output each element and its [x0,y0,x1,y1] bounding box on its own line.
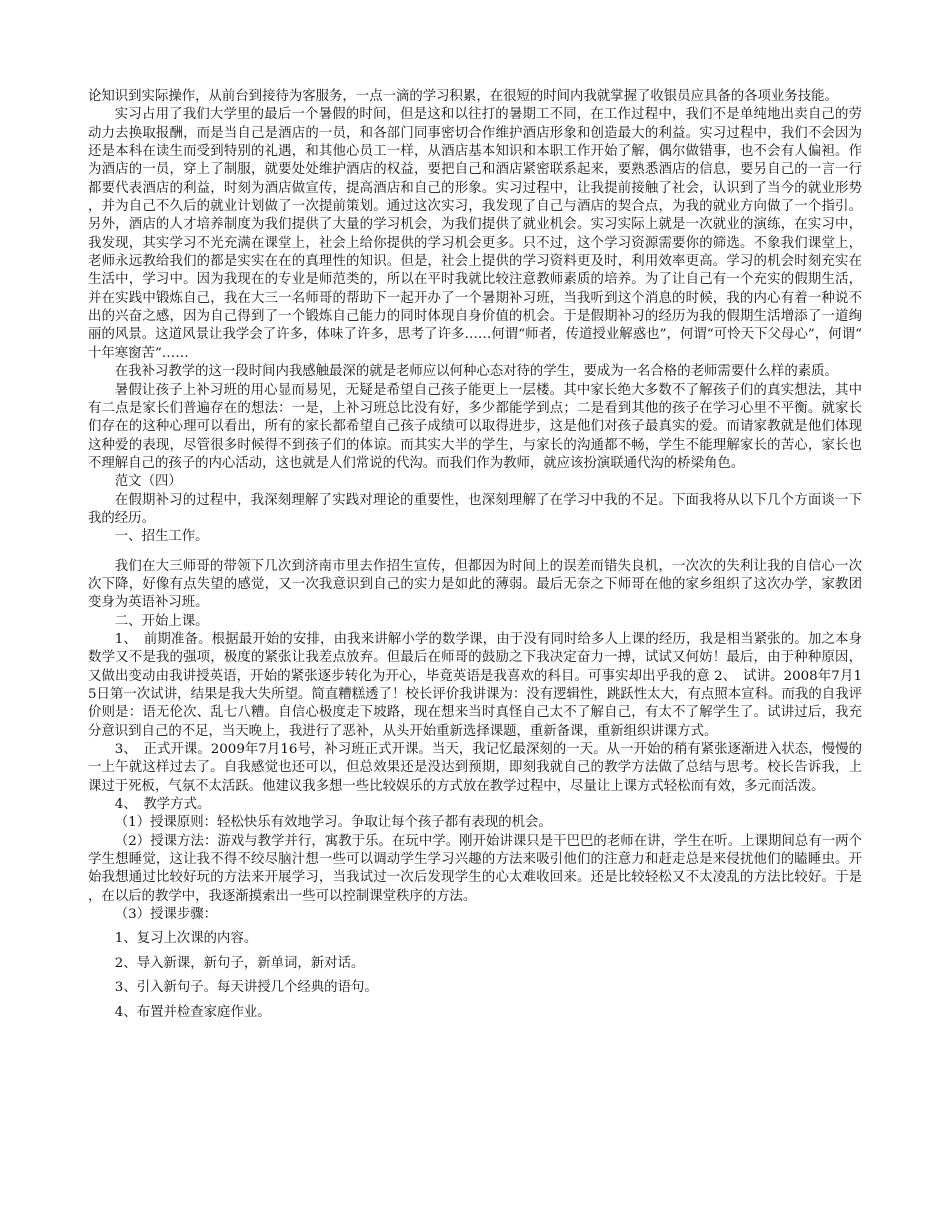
paragraph-preparation-trial: 1、 前期准备。根据最开始的安排，由我来讲解小学的数学课，由于没有同时给多人上课的经历，我是相当紧张的。加之本身数学又不是我的强项，极度的紧张让我差点放弃。但最后在师哥的鼓励之下我决定奋力一搏，试试又何妨！最后，由于种种原因，又做出变动由我讲授英语，开始的紧张逐步转化为开心，毕竟英语是我喜欢的科目。可事实却出乎我的意 2、 试讲。2008年7月15日第一次试讲，结果是我大失所望。简直糟糕透了！校长评价我讲课为：没有逻辑性，跳跃性太大，有点照本宣科。而我的自我评价则是：语无伦次、乱七八糟。自信心极度走下坡路，现在想来当时真怪自己太不了解自己，有太不了解学生了。试讲过后，我充分意识到自己的不足，当天晚上，我进行了恶补，从头开始重新选择课题，重新备课，重新组织讲课方式。 [88,631,862,739]
paragraph-official-start: 3、 正式开课。2009年7月16号，补习班正式开课。当天，我记忆最深刻的一天。从一开始的稍有紧张逐渐进入状态，慢慢的一上午就这样过去了。自我感觉也还可以，但总效果还是没达到预期，即刻我就自己的教学方法做了总结与思考。校长告诉我，上课过于死板，气氛不太活跃。他建议我多想一些比较娱乐的方式放在教学过程中，尽量让上课方式轻松而有效，多元而活泼。 [88,742,862,794]
paragraph-parents-expectation: 暑假让孩子上补习班的用心显而易见，无疑是希望自己孩子能更上一层楼。其中家长绝大多数不了解孩子们的真实想法，其中有二点是家长们普遍存在的想法：一是，上补习班总比没有好，多少都能学到点；二是看到其他的孩子在学习心里不平衡。就家长们存在的这种心理可以看出，所有的家长都希望自己孩子成绩可以取得进步，这是他们对孩子最真实的爱。而请家教就是他们体现这种爱的表现，尽管很多时候得不到孩子们的体谅。而其实大半的学生，与家长的沟通都不畅，学生不能理解家长的苦心，家长也不理解自己的孩子的内心活动，这也就是人们常说的代沟。而我们作为教师，就应该扮演联通代沟的桥梁角色。 [88,382,862,471]
list-item-step-4: 4、布置并检查家庭作业。 [114,1004,271,1020]
list-item-step-1: 1、复习上次课的内容。 [114,931,258,947]
paragraph-teaching-principle: （1）授课原则：轻松快乐有效地学习。争取让每个孩子都有表现的机会。 [114,815,552,831]
paragraph-recruitment: 我们在大三师哥的带领下几次到济南市里去作招生宣传，但都因为时间上的误差而错失良机，一次次的失利让我的自信心一次次下降，好像有点失望的感觉，又一次我意识到自己的实力是如此的薄弱。最后无奈之下师哥在他的家乡组织了这次办学，家教团变身为英语补习班。 [88,558,862,611]
paragraph-intro-continuation: 论知识到实际操作，从前台到接待为客服务，一点一滴的学习积累，在很短的时间内我就掌握了收银员应具备的各项业务技能。 [88,89,838,104]
heading-teaching-method: 4、 教学方式。 [114,797,211,813]
heading-teaching-steps: （3）授课步骤： [114,907,218,923]
heading-start-class: 二、开始上课。 [114,613,209,629]
list-item-step-2: 2、导入新课，新句子，新单词，新对话。 [114,955,365,971]
heading-recruitment: 一、招生工作。 [114,529,209,545]
section-heading-sample-four: 范文（四） [114,474,182,490]
list-item-step-3: 3、引入新句子。每天讲授几个经典的语句。 [114,980,378,996]
paragraph-internship-reflection: 实习占用了我们大学里的最后一个暑假的时间，但是这和以往打的暑期工不同，在工作过程中，我们不是单纯地出卖自己的劳动力去换取报酬，而是当自己是酒店的一员，和各部门同事密切合作维护酒店形象和创造最大的利益。实习过程中，我们不会因为还是本科在读生而受到特别的礼遇，和其他心员工一样，从酒店基本知识和本职工作开始了解，偶尔做错事，也不会有人偏袒。作为酒店的一员，穿上了制服，就要处处维护酒店的权益，要把自己和酒店紧密联系起来，要熟悉酒店的信息，要另自己的一言一行都要代表酒店的利益，时刻为酒店做宣传，提高酒店和自己的形象。实习过程中，让我提前接触了社会，认识到了当今的就业形势，并为自己不久后的就业计划做了一次提前策划。通过这次实习，我发现了自己与酒店的契合点，为我的就业方向做了一个指引。另外，酒店的人才培养制度为我们提供了大量的学习机会，为我们提供了就业机会。实习实际上就是一次就业的演练，在实习中，我发现，其实学习不光充满在课堂上，社会上给你提供的学习机会更多。只不过，这个学习资源需要你的筛选。不象我们课堂上，老师永远教给我们的都是实实在在的真理性的知识。但是，社会上提供的学习资料更及时，利用效率更高。学习的机会时刻充实在生活中，学习中。因为我现在的专业是师范类的，所以在平时我就比较注意教师素质的培养。为了让自己有一个充实的假期生活，并在实践中锻炼自己，我在大三一名师哥的帮助下一起开办了一个暑期补习班，当我听到这个消息的时候，我的内心有着一种说不出的兴奋之感，因为自己得到了一个锻炼自己能力的同时体现自身价值的机会。于是假期补习的经历为我的假期生活增添了一道绚丽的风景。这道风景让我学会了许多，体味了许多，思考了许多……何谓“师者，传道授业解惑也”，何谓“可怜天下父母心”，何谓“十年寒窗苦”…… [88,107,862,361]
paragraph-overview: 在假期补习的过程中，我深刻理解了实践对理论的重要性，也深刻理解了在学习中我的不足。下面我将从以下几个方面谈一下我的经历。 [88,492,862,526]
paragraph-teaching-approach: （2）授课方法：游戏与教学并行，寓教于乐。在玩中学。刚开始讲课只是干巴巴的老师在讲，学生在听。上课期间总有一两个学生想睡觉，这让我不得不绞尽脑汁想一些可以调动学生学习兴趣的方法来吸引他们的注意力和赶走总是来侵扰他们的瞌睡虫。开始我想通过比较好玩的方法来开展学习，当我试过一次后发现学生的心太难收回来。还是比较轻松又不太凌乱的方法比较好。于是，在以后的教学中，我逐渐摸索出一些可以控制课堂秩序的方法。 [88,833,862,904]
paragraph-teacher-attitude: 在我补习教学的这一段时间内我感触最深的就是老师应以何种心态对待的学生，要成为一名合格的老师需要什么样的素质。 [114,364,838,380]
